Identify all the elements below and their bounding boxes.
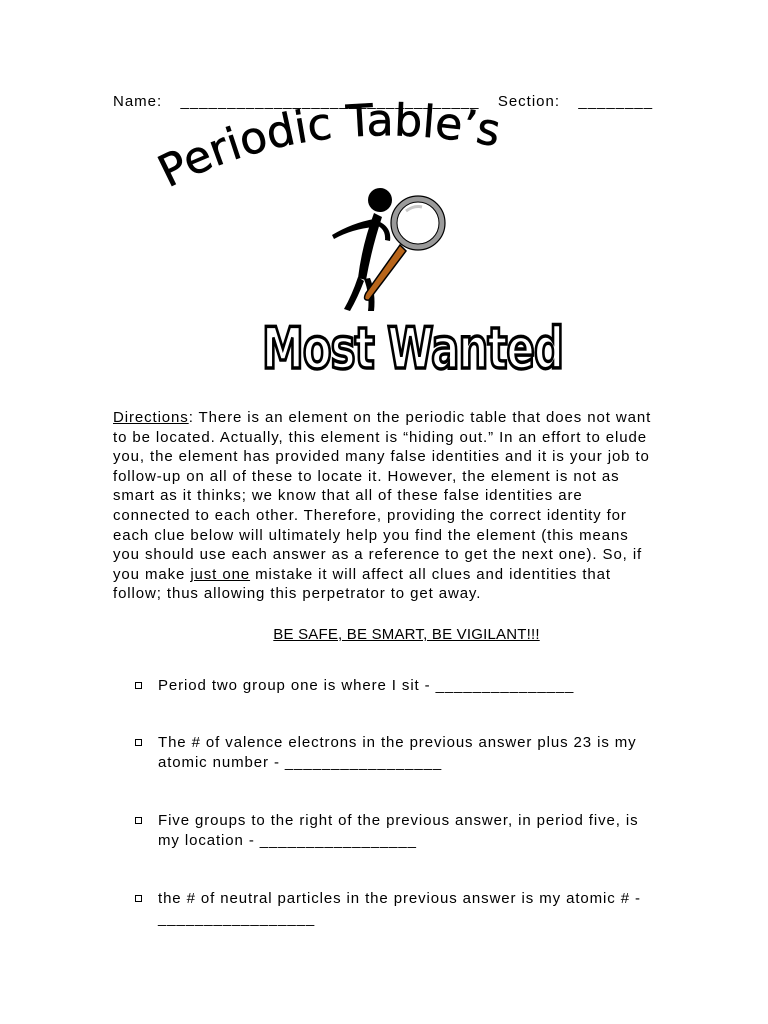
- clue-text: Period two group one is where I sit - _______________: [158, 677, 575, 694]
- square-bullet-icon: [135, 817, 142, 824]
- motto: [0, 626, 768, 643]
- most-wanted-text: Most Wanted: [262, 315, 563, 382]
- clue-item: [135, 733, 655, 772]
- clue-item: [135, 676, 655, 696]
- title-part-1: Periodic Table: [150, 95, 466, 198]
- motto-text: BE SAFE, BE SMART, BE VIGILANT!!!: [273, 626, 540, 643]
- clue-item: [135, 811, 655, 850]
- square-bullet-icon: [135, 895, 142, 902]
- square-bullet-icon: [135, 682, 142, 689]
- detective-magnifying-glass-icon: [318, 183, 448, 318]
- directions-paragraph: [113, 408, 658, 604]
- directions-emphasis: just one: [190, 565, 251, 583]
- name-label: Name:: [113, 93, 163, 110]
- clue-text: the # of neutral particles in the previous answer is my atomic # - _________________: [158, 890, 641, 927]
- directions-text-after: mistake it will affect all clues and identities that follow; thus allowing this perpetrator to get away.: [113, 565, 611, 603]
- clue-text: The # of valence electrons in the previous answer plus 23 is my atomic number - _________________: [158, 734, 637, 771]
- directions-label: Directions: [113, 409, 189, 426]
- section-blank[interactable]: ________: [578, 93, 654, 110]
- directions-text-before: : There is an element on the periodic table that does not want to be located. Actually, this element is “hiding out.” In an effort to elude you, the element has provided many false identities and it is your job to follow-up on all of these to locate it. However, the element is not as smart as it thinks; we know that all of these false identities are connected to each other. Therefore, providing the correct identity for each clue below will ultimately help you find the element (this means you should use each answer as a reference to get the next one). So, if you make: [113, 409, 652, 583]
- title-part-2: ’s: [459, 100, 505, 158]
- square-bullet-icon: [135, 739, 142, 746]
- clue-item: [135, 889, 655, 928]
- clue-text: Five groups to the right of the previous answer, in period five, is my location - _________________: [158, 812, 639, 849]
- name-blank[interactable]: ________________________________: [180, 93, 480, 110]
- most-wanted-title: [250, 300, 563, 385]
- section-label: Section:: [497, 93, 561, 110]
